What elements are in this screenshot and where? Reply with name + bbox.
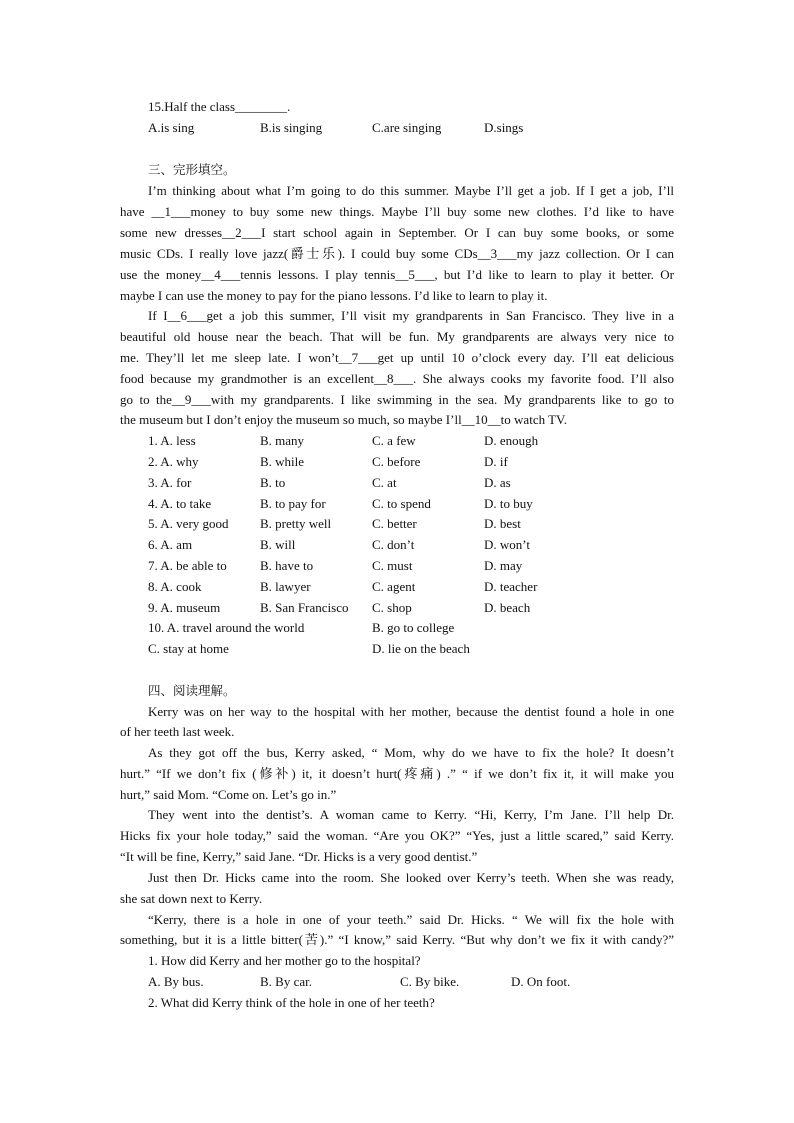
- option-a: 6. A. am: [148, 537, 193, 552]
- option-c: C. don’t: [372, 537, 415, 552]
- option-c: C. agent: [372, 579, 416, 594]
- q15-option-a: A.is sing: [148, 120, 195, 135]
- q15-stem: 15.Half the class________.: [148, 99, 291, 114]
- cloze-line: If I__6___get a job this summer, I’ll visit my grandparents in San Francisco. They live in a: [148, 308, 674, 323]
- reading-line: Hicks fix your hole today,” said the woman. “Are you OK?” “Yes, just a little scared,” said Kerry.: [120, 828, 674, 843]
- option-d: D. teacher: [484, 579, 538, 594]
- q10-option-c: C. stay at home: [148, 641, 229, 656]
- option-b: B. will: [260, 537, 296, 552]
- option-a: 7. A. be able to: [148, 558, 227, 573]
- q15-option-b: B.is singing: [260, 120, 323, 135]
- cloze-line: I’m thinking about what I’m going to do this summer. Maybe I’ll get a job. If I get a job, I’ll: [148, 183, 674, 198]
- cloze-line: the museum but I don’t enjoy the museum so much, so maybe I’ll__10__to watch TV.: [120, 412, 568, 427]
- option-c: C. at: [372, 475, 397, 490]
- q10-option-a: 10. A. travel around the world: [148, 620, 305, 635]
- option-a: 9. A. museum: [148, 600, 221, 615]
- option-a: 1. A. less: [148, 433, 196, 448]
- option-c: C. to spend: [372, 496, 431, 511]
- option-c: C. better: [372, 516, 417, 531]
- q10-option-d: D. lie on the beach: [372, 641, 470, 656]
- option-d: D. may: [484, 558, 523, 573]
- option-a: 4. A. to take: [148, 496, 212, 511]
- reading-line: she sat down next to Kerry.: [120, 891, 263, 906]
- option-b: B. many: [260, 433, 305, 448]
- option-a: 3. A. for: [148, 475, 192, 490]
- option-c: C. must: [372, 558, 413, 573]
- option-b: B. lawyer: [260, 579, 311, 594]
- option-b: B. pretty well: [260, 516, 332, 531]
- option-c: C. a few: [372, 433, 416, 448]
- reading-line: something, but it is a little bitter(苦).” “I know,” said Kerry. “But why don’t we fix it with candy?”: [120, 932, 674, 947]
- q15-option-c: C.are singing: [372, 120, 442, 135]
- cloze-line: maybe I can use the money to pay for the piano lessons. I’d like to learn to play it.: [120, 288, 548, 303]
- option-b: B. to: [260, 475, 286, 490]
- option-b: B. while: [260, 454, 305, 469]
- cloze-line: have __1___money to buy some new things. Maybe I’ll buy some new clothes. I’d like to have: [120, 204, 674, 219]
- reading-heading: 四、阅读理解。: [148, 683, 236, 698]
- reading-q1-option-d: D. On foot.: [511, 974, 571, 989]
- option-d: D. won’t: [484, 537, 530, 552]
- cloze-line: use the money__4___tennis lessons. I play tennis__5___, but I’d like to learn to play it better. Or: [120, 267, 674, 282]
- reading-line: of her teeth last week.: [120, 724, 235, 739]
- option-a: 5. A. very good: [148, 516, 229, 531]
- reading-line: Kerry was on her way to the hospital with her mother, because the dentist found a hole in one: [148, 704, 674, 719]
- option-d: D. as: [484, 475, 511, 490]
- option-a: 2. A. why: [148, 454, 199, 469]
- q15-option-d: D.sings: [484, 120, 524, 135]
- reading-q1-option-b: B. By car.: [260, 974, 312, 989]
- reading-q1-option-c: C. By bike.: [400, 974, 460, 989]
- option-b: B. have to: [260, 558, 314, 573]
- option-c: C. before: [372, 454, 421, 469]
- reading-line: They went into the dentist’s. A woman came to Kerry. “Hi, Kerry, I’m Jane. I’ll help Dr.: [148, 807, 674, 822]
- cloze-heading: 三、完形填空。: [148, 162, 236, 177]
- q10-option-b: B. go to college: [372, 620, 455, 635]
- cloze-line: some new dresses__2___I start school again in September. Or I can buy some books, or some: [120, 225, 674, 240]
- reading-line: “Kerry, there is a hole in one of your teeth.” said Dr. Hicks. “ We will fix the hole with: [148, 912, 674, 927]
- option-d: D. enough: [484, 433, 539, 448]
- reading-line: hurt.” “If we don’t fix (修补) it, it doesn’t hurt(疼痛) .” “ if we don’t fix it, it will make you: [120, 766, 674, 781]
- cloze-line: food because my grandmother is an excellent__8___. She always cooks my favorite food. I’ll also: [120, 371, 674, 386]
- option-d: D. best: [484, 516, 521, 531]
- option-a: 8. A. cook: [148, 579, 202, 594]
- option-d: D. to buy: [484, 496, 533, 511]
- reading-line: “It will be fine, Kerry,” said Jane. “Dr. Hicks is a very good dentist.”: [120, 849, 478, 864]
- option-b: B. San Francisco: [260, 600, 349, 615]
- reading-q2-stem: 2. What did Kerry think of the hole in one of her teeth?: [148, 995, 435, 1010]
- reading-q1-stem: 1. How did Kerry and her mother go to the hospital?: [148, 953, 421, 968]
- cloze-line: beautiful old house near the beach. That will be fun. My grandparents are always very nice to: [120, 329, 674, 344]
- option-b: B. to pay for: [260, 496, 326, 511]
- option-d: D. beach: [484, 600, 531, 615]
- cloze-line: me. They’ll let me sleep late. I won’t__7___get up until 10 o’clock every day. I’ll eat delicious: [120, 350, 674, 365]
- option-c: C. shop: [372, 600, 412, 615]
- option-d: D. if: [484, 454, 508, 469]
- reading-line: hurt,” said Mom. “Come on. Let’s go in.”: [120, 787, 337, 802]
- cloze-line: go to the__9___with my grandparents. I like swimming in the sea. My grandparents like to go to: [120, 392, 674, 407]
- cloze-line: music CDs. I really love jazz(爵士乐). I could buy some CDs__3___my jazz collection. Or I can: [120, 246, 674, 261]
- reading-line: Just then Dr. Hicks came into the room. She looked over Kerry’s teeth. When she was ready,: [148, 870, 674, 885]
- reading-q1-option-a: A. By bus.: [148, 974, 204, 989]
- reading-line: As they got off the bus, Kerry asked, “ Mom, why do we have to fix the hole? It doesn’t: [148, 745, 674, 760]
